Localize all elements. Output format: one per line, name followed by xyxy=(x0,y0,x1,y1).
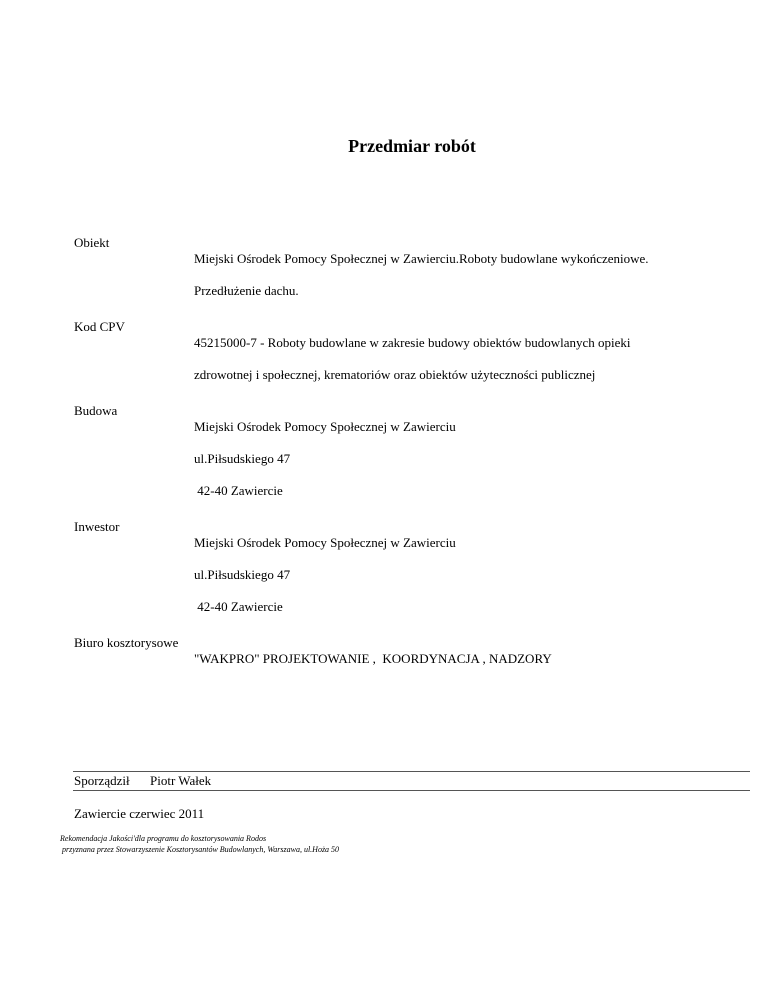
field-value xyxy=(194,635,734,683)
footnote-line: przyznana przez Stowarzyszenie Kosztorysantów Budowlanych, Warszawa, ul.Hoża 50 xyxy=(60,845,340,854)
field-value xyxy=(194,319,734,399)
field-value-line: Miejski Ośrodek Pomocy Społecznej w Zawierciu.Roboty budowlane wykończeniowe. xyxy=(194,251,649,266)
field-value-line: Przedłużenie dachu. xyxy=(194,283,299,298)
footnote xyxy=(60,833,339,855)
field-label: Budowa xyxy=(74,403,118,418)
document-title: Przedmiar robót xyxy=(348,136,476,156)
field-value-line: 42-40 Zawiercie xyxy=(194,599,283,614)
field-value-line: 42-40 Zawiercie xyxy=(194,483,283,498)
field-label: Biuro kosztorysowe xyxy=(74,635,179,650)
field-value-line: ul.Piłsudskiego 47 xyxy=(194,567,291,582)
place-date: Zawiercie czerwiec 2011 xyxy=(74,806,205,821)
field-value xyxy=(194,519,734,631)
field-budowa xyxy=(74,403,734,515)
field-value xyxy=(194,403,734,515)
field-inwestor xyxy=(74,519,734,631)
field-obiekt xyxy=(74,235,734,315)
field-value-line: ul.Piłsudskiego 47 xyxy=(194,451,291,466)
field-label: Kod CPV xyxy=(74,319,125,334)
field-value-line: Miejski Ośrodek Pomocy Społecznej w Zawierciu xyxy=(194,535,456,550)
footnote-line: Rekomendacja Jakości'dla programu do kosztorysowania Rodos xyxy=(60,834,267,843)
author-name: Piotr Wałek xyxy=(150,773,212,788)
divider-bottom xyxy=(73,790,750,791)
field-value-line: Miejski Ośrodek Pomocy Społecznej w Zawierciu xyxy=(194,419,456,434)
field-biuro-kosztorysowe xyxy=(74,635,734,683)
document-fields xyxy=(74,235,734,687)
field-value-line: "WAKPRO" PROJEKTOWANIE , KOORDYNACJA , NADZORY xyxy=(194,651,552,666)
field-value-line: zdrowotnej i społecznej, krematoriów oraz obiektów użyteczności publicznej xyxy=(194,367,596,382)
field-value xyxy=(194,235,734,315)
author-line xyxy=(74,773,211,789)
field-label: Inwestor xyxy=(74,519,120,534)
author-label: Sporządził xyxy=(74,773,130,788)
field-value-line: 45215000-7 - Roboty budowlane w zakresie budowy obiektów budowlanych opieki xyxy=(194,335,631,350)
field-kod-cpv xyxy=(74,319,734,399)
divider-top xyxy=(73,771,750,772)
field-label: Obiekt xyxy=(74,235,110,250)
